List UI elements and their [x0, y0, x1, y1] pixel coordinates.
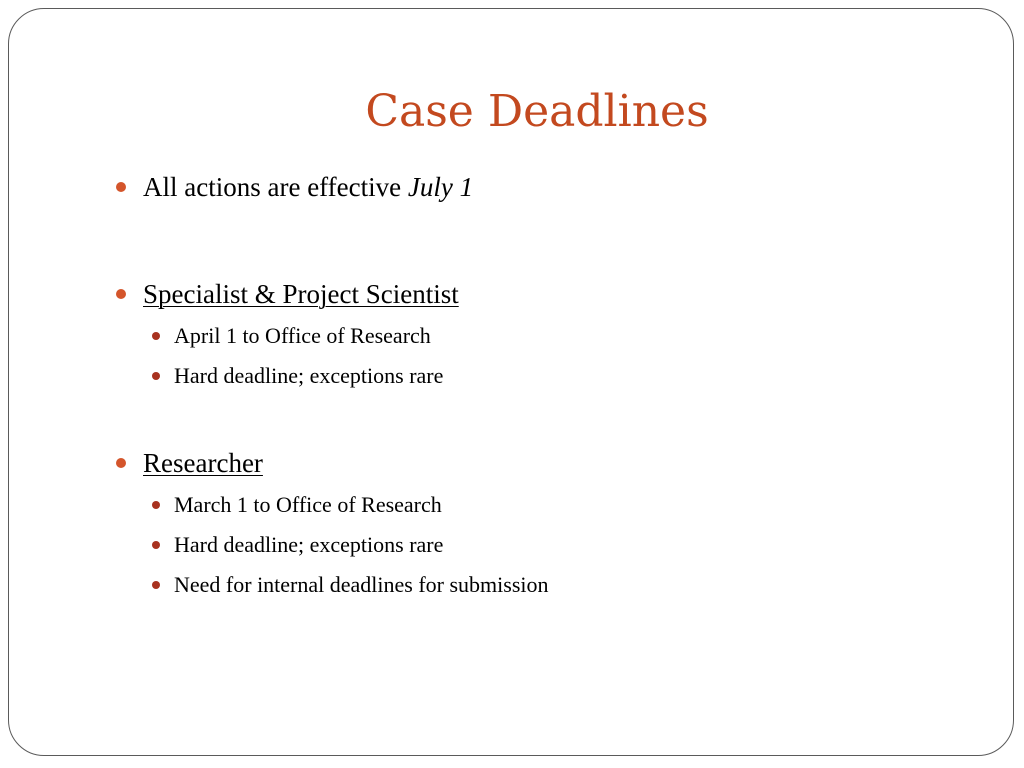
- section-heading-specialist: Specialist & Project Scientist: [143, 279, 459, 309]
- sub-bullet-item: Hard deadline; exceptions rare: [174, 363, 444, 388]
- sub-bullet-dot-icon: [152, 372, 160, 380]
- sub-bullet-item: Hard deadline; exceptions rare: [174, 532, 444, 557]
- sub-bullet-dot-icon: [152, 332, 160, 340]
- bullet-effective-text: All actions are effective: [143, 172, 408, 202]
- slide-title: Case Deadlines: [365, 86, 709, 137]
- effective-date-emphasis: July 1: [407, 172, 474, 202]
- bullet-dot-icon: [116, 289, 126, 299]
- section-heading-researcher: Researcher: [143, 448, 263, 478]
- sub-bullet-dot-icon: [152, 501, 160, 509]
- sub-bullet-dot-icon: [152, 541, 160, 549]
- sub-bullet-dot-icon: [152, 581, 160, 589]
- bullet-effective-date: [143, 170, 473, 204]
- sub-bullet-item: Need for internal deadlines for submission: [174, 572, 549, 597]
- sub-bullet-item: March 1 to Office of Research: [174, 492, 442, 517]
- bullet-dot-icon: [116, 458, 126, 468]
- bullet-dot-icon: [116, 182, 126, 192]
- sub-bullet-item: April 1 to Office of Research: [174, 323, 431, 348]
